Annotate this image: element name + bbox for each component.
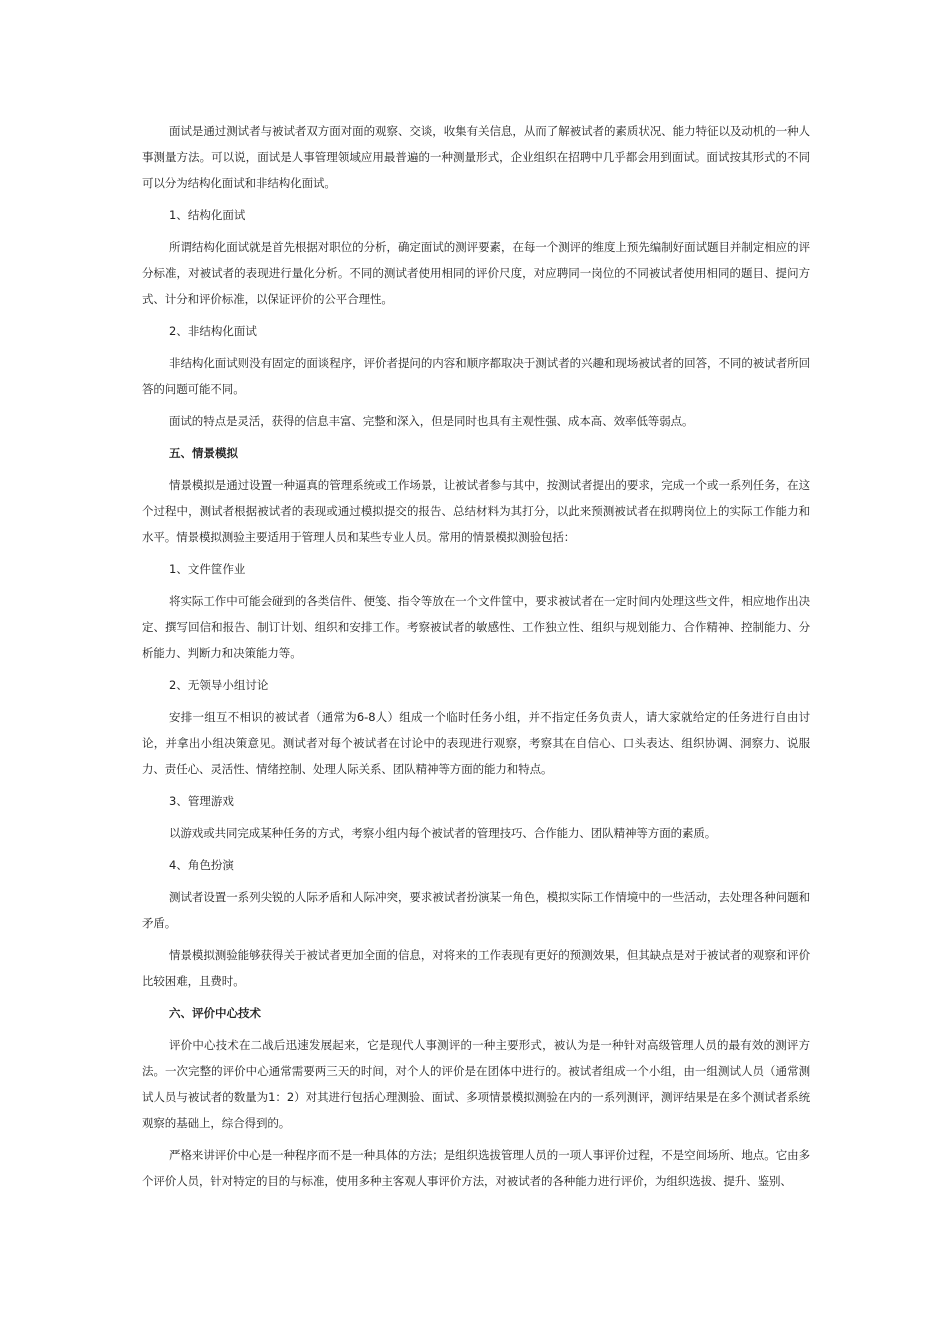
subheading-management-games: 3、管理游戏 bbox=[169, 794, 234, 808]
paragraph-in-basket: 将实际工作中可能会碰到的各类信件、便笺、指令等放在一个文件筐中，要求被试者在一定时间内处理这些文件，相应地作出决定、撰写回信和报告、制订计划、组织和安排工作。考察被试者的敏感性、工作独立性、组织与规划能力、合作精神、控制能力、分析能力、判断力和决策能力等。 bbox=[142, 594, 810, 660]
paragraph-interview-intro: 面试是通过测试者与被试者双方面对面的观察、交谈，收集有关信息，从而了解被试者的素质状况、能力特征以及动机的一种人事测量方法。可以说，面试是人事管理领域应用最普遍的一种测量形式，企业组织在招聘中几乎都会用到面试。面试按其形式的不同可以分为结构化面试和非结构化面试。 bbox=[142, 124, 810, 190]
subheading-unstructured-interview: 2、非结构化面试 bbox=[169, 324, 257, 338]
document-page bbox=[142, 118, 810, 1200]
subheading-structured-interview: 1、结构化面试 bbox=[169, 208, 246, 222]
heading-assessment-center: 六、评价中心技术 bbox=[169, 1006, 261, 1020]
paragraph-structured-interview: 所谓结构化面试就是首先根据对职位的分析，确定面试的测评要素，在每一个测评的维度上预先编制好面试题目并制定相应的评分标准，对被试者的表现进行量化分析。不同的测试者使用相同的评价尺度，对应聘同一岗位的不同被试者使用相同的题目、提问方式、计分和评价标准，以保证评价的公平合理性。 bbox=[142, 240, 810, 306]
subheading-role-play: 4、角色扮演 bbox=[169, 858, 234, 872]
heading-situational-simulation: 五、情景模拟 bbox=[169, 446, 238, 460]
paragraph-assessment-center: 评价中心技术在二战后迅速发展起来，它是现代人事测评的一种主要形式，被认为是一种针对高级管理人员的最有效的测评方法。一次完整的评价中心通常需要两三天的时间，对个人的评价是在团体中进行的。被试者组成一个小组，由一组测试人员（通常测试人员与被试者的数量为1：2）对其进行包括心理测验、面试、多项情景模拟测验在内的一系列测评，测评结果是在多个测试者系统观察的基础上，综合得到的。 bbox=[142, 1038, 810, 1130]
paragraph-interview-features: 面试的特点是灵活，获得的信息丰富、完整和深入，但是同时也具有主观性强、成本高、效率低等弱点。 bbox=[169, 414, 694, 428]
subheading-in-basket: 1、文件筐作业 bbox=[169, 562, 246, 576]
paragraph-management-games: 以游戏或共同完成某种任务的方式，考察小组内每个被试者的管理技巧、合作能力、团队精神等方面的素质。 bbox=[169, 826, 717, 840]
subheading-leaderless-group: 2、无领导小组讨论 bbox=[169, 678, 269, 692]
paragraph-unstructured-interview: 非结构化面试则没有固定的面谈程序，评价者提问的内容和顺序都取决于测试者的兴趣和现场被试者的回答，不同的被试者所回答的问题可能不同。 bbox=[142, 356, 810, 396]
paragraph-assessment-center-definition: 严格来讲评价中心是一种程序而不是一种具体的方法；是组织选拔管理人员的一项人事评价过程，不是空间场所、地点。它由多个评价人员，针对特定的目的与标准，使用多种主客观人事评价方法，对被试者的各种能力进行评价，为组织选拔、提升、鉴别、 bbox=[142, 1148, 810, 1188]
paragraph-simulation-summary: 情景模拟测验能够获得关于被试者更加全面的信息，对将来的工作表现有更好的预测效果，但其缺点是对于被试者的观察和评价比较困难，且费时。 bbox=[142, 948, 810, 988]
paragraph-leaderless-group: 安排一组互不相识的被试者（通常为6-8人）组成一个临时任务小组，并不指定任务负责人，请大家就给定的任务进行自由讨论，并拿出小组决策意见。测试者对每个被试者在讨论中的表现进行观察，考察其在自信心、口头表达、组织协调、洞察力、说服力、责任心、灵活性、情绪控制、处理人际关系、团队精神等方面的能力和特点。 bbox=[142, 710, 810, 776]
paragraph-role-play: 测试者设置一系列尖锐的人际矛盾和人际冲突，要求被试者扮演某一角色，模拟实际工作情境中的一些活动，去处理各种问题和矛盾。 bbox=[142, 890, 810, 930]
paragraph-situational-simulation: 情景模拟是通过设置一种逼真的管理系统或工作场景，让被试者参与其中，按测试者提出的要求，完成一个或一系列任务，在这个过程中，测试者根据被试者的表现或通过模拟提交的报告、总结材料为其打分，以此来预测被试者在拟聘岗位上的实际工作能力和水平。情景模拟测验主要适用于管理人员和某些专业人员。常用的情景模拟测验包括： bbox=[142, 478, 810, 544]
